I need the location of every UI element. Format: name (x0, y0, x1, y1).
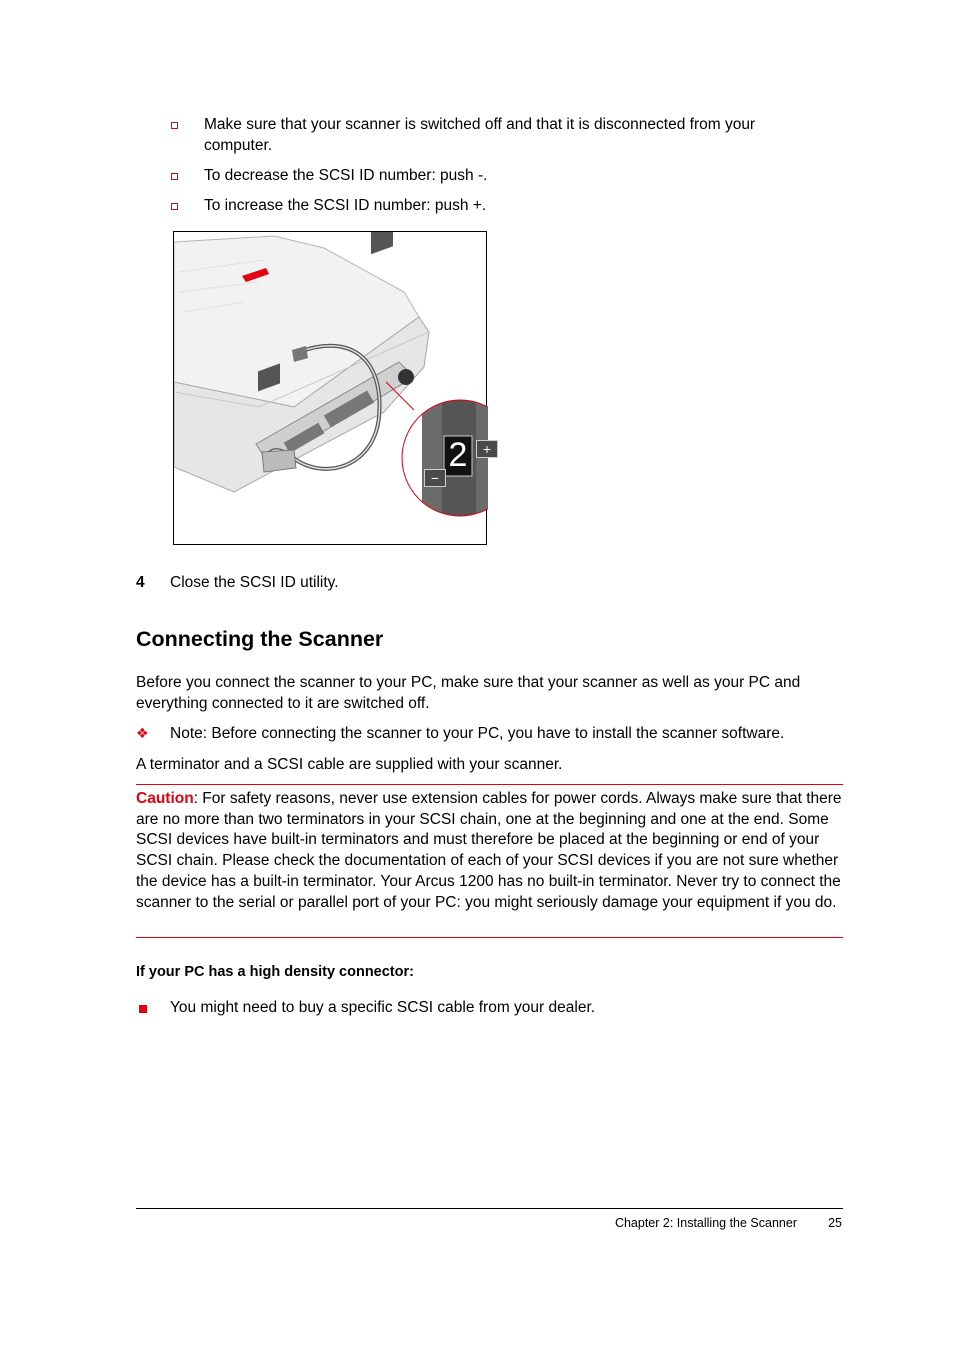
square-bullet-icon (171, 173, 178, 180)
scanner-illustration (173, 231, 492, 545)
intro-paragraph: Before you connect the scanner to your PC, make sure that your scanner as well as your PC and everything connected to it are switched off. (136, 674, 801, 712)
scsi-id-value: 2 (448, 436, 468, 474)
bullet-item: Make sure that your scanner is switched off and that it is disconnected from your computer. (204, 116, 756, 154)
square-bullet-icon (171, 203, 178, 210)
caution-paragraph (136, 789, 843, 913)
footer-rule (136, 1208, 843, 1209)
filled-square-bullet-icon (139, 1005, 147, 1013)
note-text: Note: Before connecting the scanner to your PC, you have to install the scanner software. (170, 725, 785, 742)
sub-bullet-item: You might need to buy a specific SCSI cable from your dealer. (170, 999, 596, 1016)
footer-chapter: Chapter 2: Installing the Scanner (614, 1216, 797, 1230)
step-number: 4 (136, 574, 145, 591)
page-number: 25 (828, 1216, 842, 1230)
minus-button: − (424, 469, 446, 487)
terminator-paragraph: A terminator and a SCSI cable are supplied with your scanner. (136, 756, 563, 773)
note-icon: ❖ (136, 726, 149, 742)
caution-bottom-rule (136, 937, 843, 938)
subheading: If your PC has a high density connector: (136, 964, 414, 980)
caution-text: : For safety reasons, never use extension cables for power cords. Always make sure that there are no more than two terminators in your SCSI chain, one at the beginning and one at the end. Some SCSI devices have built-in terminators and must therefore be placed at the beginning or end of your SCSI chain. Please check the documentation of each of your SCSI devices if you are not sure whether the device has a built-in terminator. Your Arcus 1200 has no built-in terminator. Never try to connect the scanner to the serial or parallel port of your PC: you might seriously damage your equipment if you do. (136, 790, 842, 911)
caution-top-rule (136, 784, 843, 785)
bullet-item: To decrease the SCSI ID number: push -. (204, 167, 488, 184)
step-text: Close the SCSI ID utility. (170, 574, 339, 591)
section-title: Connecting the Scanner (136, 627, 384, 651)
caution-label: Caution (136, 790, 194, 807)
scanner-drawing (174, 232, 488, 546)
bullet-item: To increase the SCSI ID number: push +. (204, 197, 487, 214)
plus-button: + (476, 440, 498, 458)
square-bullet-icon (171, 122, 178, 129)
